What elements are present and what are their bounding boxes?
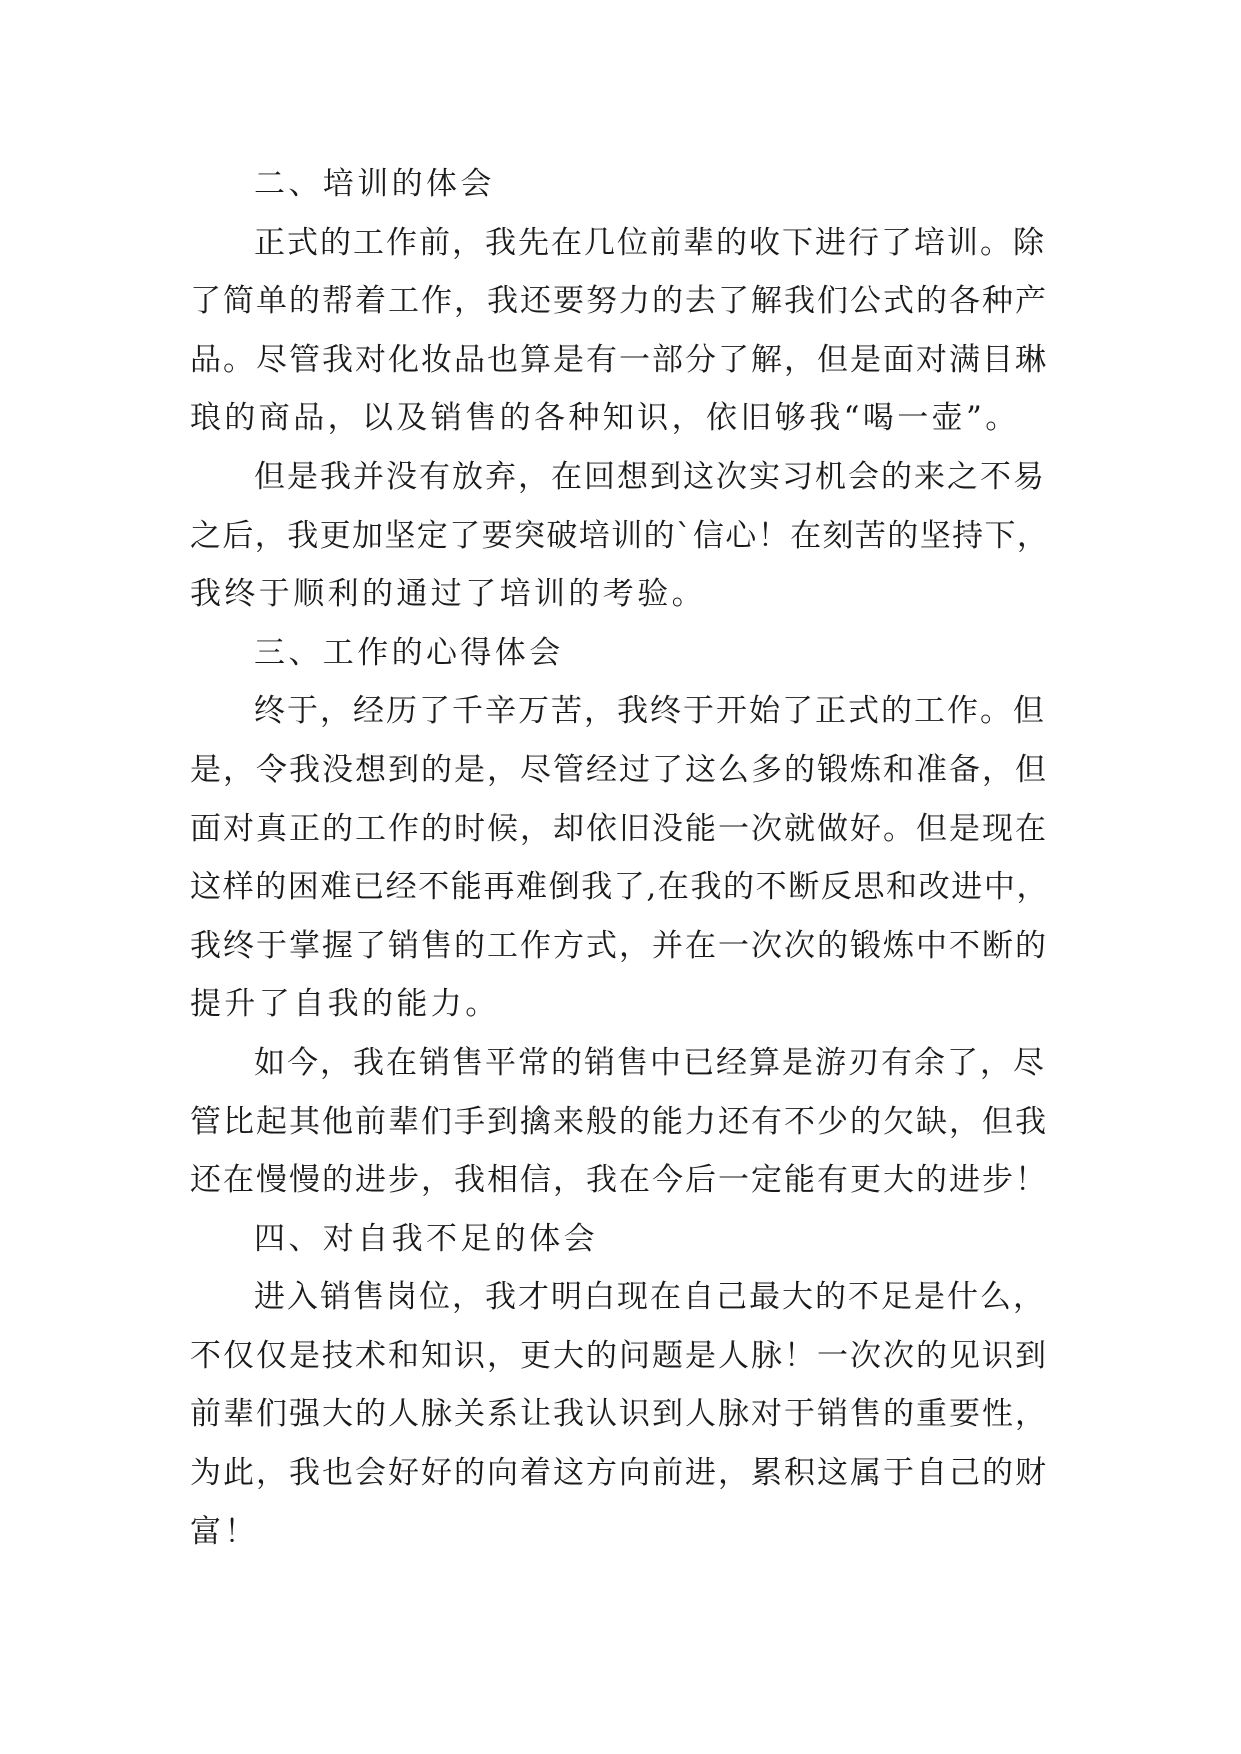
- text-line: 还在慢慢的进步，我相信，我在今后一定能有更大的进步！: [190, 1162, 1048, 1199]
- text-line: 管比起其他前辈们手到擒来般的能力还有不少的欠缺，但我: [190, 1103, 1048, 1140]
- text-line: 琅的商品，以及销售的各种知识，依旧够我“喝一壶”。: [190, 400, 1020, 437]
- text-line: 进入销售岗位，我才明白现在自己最大的不足是什么，: [254, 1279, 1046, 1316]
- text-line: 终于，经历了千辛万苦，我终于开始了正式的工作。但: [254, 693, 1046, 730]
- document-body: [190, 155, 1050, 1561]
- text-line: 品。尽管我对化妆品也算是有一部分了解，但是面对满目琳: [190, 341, 1048, 378]
- text-line: 正式的工作前，我先在几位前辈的收下进行了培训。除: [254, 224, 1046, 261]
- text-line: 前辈们强大的人脉关系让我认识到人脉对于销售的重要性，: [190, 1396, 1048, 1433]
- text-line: 提升了自我的能力。: [190, 986, 500, 1023]
- text-line: 这样的困难已经不能再难倒我了,在我的不断反思和改进中，: [190, 869, 1050, 906]
- text-line: 为此，我也会好好的向着这方向前进，累积这属于自己的财: [190, 1455, 1048, 1492]
- text-line: 如今，我在销售平常的销售中已经算是游刃有余了，尽: [254, 1044, 1046, 1081]
- text-line: 我终于掌握了销售的工作方式，并在一次次的锻炼中不断的: [190, 927, 1048, 964]
- text-line: 了简单的帮着工作，我还要努力的去了解我们公式的各种产: [190, 283, 1048, 320]
- text-line: 是，令我没想到的是，尽管经过了这么多的锻炼和准备，但: [190, 751, 1048, 788]
- text-line: 三、工作的心得体会: [254, 634, 564, 671]
- text-line: 二、培训的体会: [254, 166, 495, 202]
- text-line: 不仅仅是技术和知识，更大的问题是人脉！一次次的见识到: [190, 1337, 1048, 1374]
- text-line: 富！: [190, 1513, 259, 1550]
- text-line: 之后，我更加坚定了要突破培训的`信心！在刻苦的坚持下，: [190, 517, 1050, 554]
- text-line: 四、对自我不足的体会: [254, 1220, 598, 1257]
- text-line: 面对真正的工作的时候，却依旧没能一次就做好。但是现在: [190, 810, 1048, 847]
- text-line: 我终于顺利的通过了培训的考验。: [190, 576, 706, 613]
- text-line: 但是我并没有放弃，在回想到这次实习机会的来之不易: [254, 458, 1046, 495]
